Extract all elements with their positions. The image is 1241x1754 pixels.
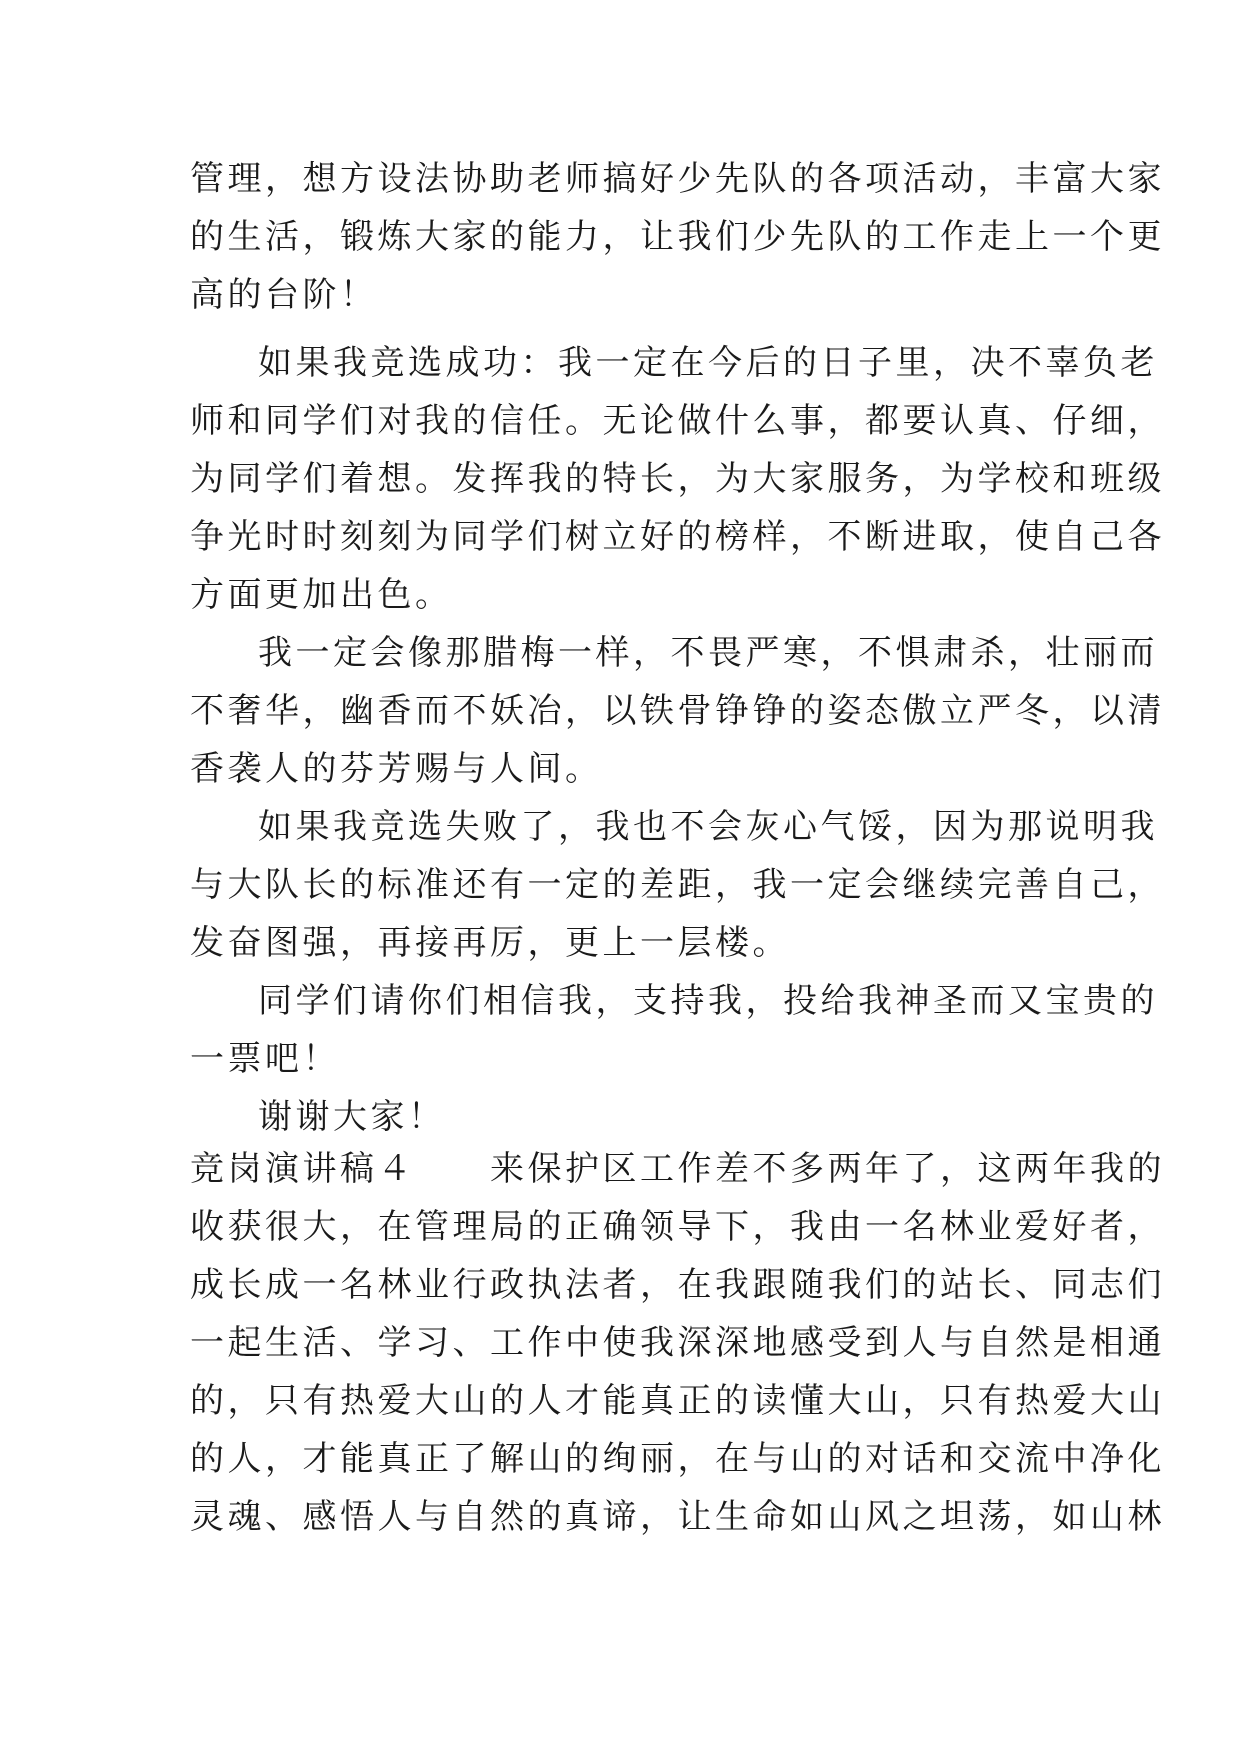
text-line: 师和同学们对我的信任。无论做什么事，都要认真、仔细， — [190, 401, 1165, 441]
text-line: 方面更加出色。 — [190, 575, 453, 615]
text-line: 的生活，锻炼大家的能力，让我们少先队的工作走上一个更 — [190, 217, 1165, 257]
text-line: 争光时时刻刻为同学们树立好的榜样，不断进取，使自己各 — [190, 517, 1165, 557]
text-line: 灵魂、感悟人与自然的真谛，让生命如山风之坦荡，如山林 — [190, 1497, 1165, 1537]
text-line: 为同学们着想。发挥我的特长，为大家服务，为学校和班级 — [190, 459, 1165, 499]
text-line: 香袭人的芬芳赐与人间。 — [190, 749, 603, 789]
text-line: 如果我竞选成功：我一定在今后的日子里，决不辜负老 — [258, 343, 1158, 383]
text-line: 如果我竞选失败了，我也不会灰心气馁，因为那说明我 — [258, 807, 1158, 847]
text-line: 谢谢大家！ — [258, 1097, 446, 1137]
text-line: 竞岗演讲稿４ 来保护区工作差不多两年了，这两年我的 — [190, 1149, 1165, 1189]
text-line: 一票吧！ — [190, 1039, 340, 1079]
text-line: 管理，想方设法协助老师搞好少先队的各项活动，丰富大家 — [190, 159, 1165, 199]
text-line: 的人，才能真正了解山的绚丽，在与山的对话和交流中净化 — [190, 1439, 1165, 1479]
text-line: 同学们请你们相信我，支持我，投给我神圣而又宝贵的 — [258, 981, 1158, 1021]
text-line: 不奢华，幽香而不妖冶，以铁骨铮铮的姿态傲立严冬，以清 — [190, 691, 1165, 731]
text-line: 与大队长的标准还有一定的差距，我一定会继续完善自己， — [190, 865, 1165, 905]
text-line: 我一定会像那腊梅一样，不畏严寒，不惧肃杀，壮丽而 — [258, 633, 1158, 673]
text-line: 发奋图强，再接再厉，更上一层楼。 — [190, 923, 790, 963]
text-line: 收获很大，在管理局的正确领导下，我由一名林业爱好者， — [190, 1207, 1165, 1247]
text-line: 的，只有热爱大山的人才能真正的读懂大山，只有热爱大山 — [190, 1381, 1165, 1421]
text-line: 成长成一名林业行政执法者，在我跟随我们的站长、同志们 — [190, 1265, 1165, 1305]
text-line: 一起生活、学习、工作中使我深深地感受到人与自然是相通 — [190, 1323, 1165, 1363]
text-line: 高的台阶！ — [190, 275, 378, 315]
